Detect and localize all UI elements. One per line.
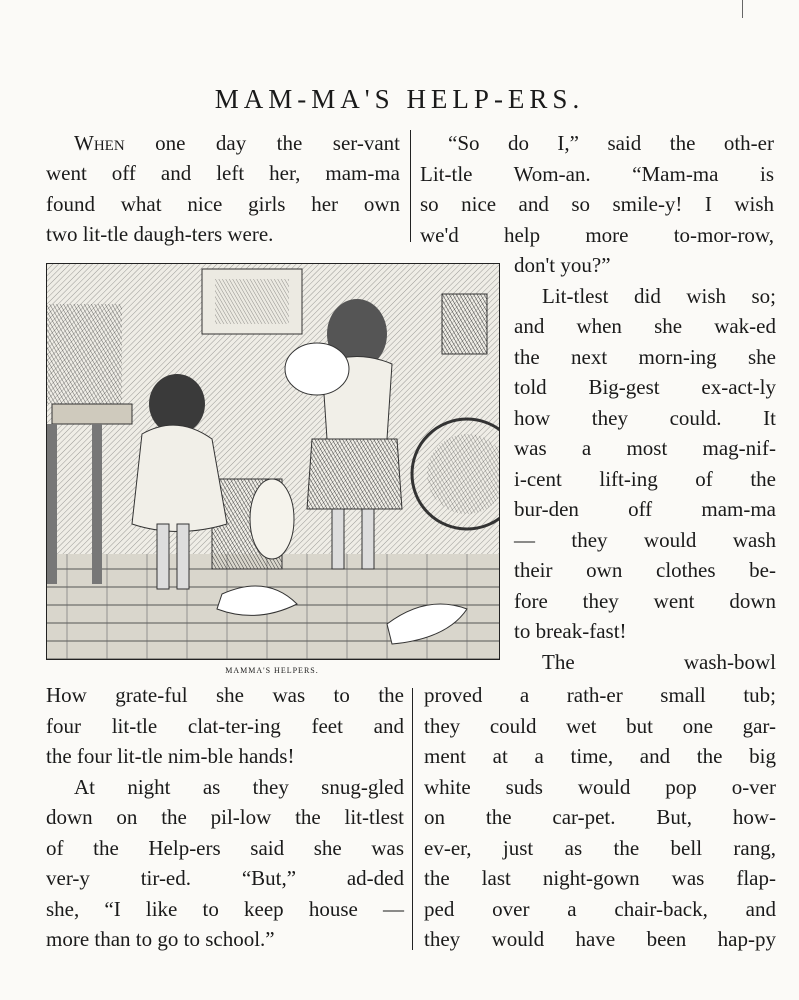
text-line: ver-y tir-ed. “But,” ad-ded	[46, 866, 404, 890]
text-line: she, “I like to keep house —	[46, 896, 404, 921]
text-line: down on the pil-low the lit-tlest	[46, 805, 404, 829]
text-line: two lit-tle daugh-ters were.	[46, 222, 274, 246]
text-line: i-cent lift-ing of the	[514, 466, 776, 491]
text-line: The wash-bowl	[542, 649, 776, 674]
text-line: found what nice girls her own	[46, 191, 400, 216]
engraving-illustration	[46, 263, 500, 660]
text-line: the next morn-ing she	[514, 344, 776, 369]
column-right-middle	[514, 250, 776, 677]
margin-mark	[742, 0, 747, 18]
text-line: more than to go to school.”	[46, 927, 275, 951]
text-line: At night as they snug-gled	[74, 774, 404, 799]
text-line: When one day the ser-vant	[74, 131, 400, 155]
text-line: white suds would pop o-ver	[424, 774, 776, 799]
text-line: of the Help-ers said she was	[46, 835, 404, 860]
page-title: MAM-MA'S HELP-ERS.	[214, 84, 585, 114]
text-line: “So do I,” said the oth-er	[448, 131, 774, 155]
text-line: Lit-tlest did wish so;	[542, 283, 776, 308]
column-right-top	[420, 128, 774, 250]
text-line: ev-er, just as the bell rang,	[424, 835, 776, 860]
column-left-bottom	[46, 680, 404, 955]
text-line: — they would wash	[514, 527, 776, 552]
text-line: and when she wak-ed	[514, 314, 776, 338]
column-left-top-cont	[46, 158, 400, 250]
text-line: the four lit-tle nim-ble hands!	[46, 744, 295, 768]
text-line: went off and left her, mam-ma	[46, 161, 400, 185]
lead-word: When	[74, 131, 125, 155]
text-line: they would have been hap-py	[424, 927, 776, 951]
text-line: how they could. It	[514, 405, 776, 430]
column-right-bottom	[424, 680, 776, 955]
text-line: ment at a time, and the big	[424, 744, 776, 768]
text-line: on the car-pet. But, how-	[424, 805, 776, 829]
text-line: told Big-gest ex-act-ly	[514, 375, 776, 399]
text-line: we'd help more to-mor-row,	[420, 222, 774, 247]
text-line: ped over a chair-back, and	[424, 896, 776, 921]
text-line: How grate-ful she was to the	[46, 683, 404, 707]
text-line: so nice and so smile-y! I wish	[420, 192, 774, 216]
column-divider	[410, 130, 411, 242]
text-line: don't you?”	[514, 253, 611, 277]
text-line: Lit-tle Wom-an. “Mam-ma is	[420, 161, 774, 186]
text-line: was a most mag-nif-	[514, 436, 776, 460]
text-line: fore they went down	[514, 588, 776, 613]
text-line: they could wet but one gar-	[424, 713, 776, 738]
text-line: their own clothes be-	[514, 558, 776, 582]
text-line: the last night-gown was flap-	[424, 866, 776, 890]
column-left-top	[74, 128, 400, 159]
text-line: proved a rath-er small tub;	[424, 683, 776, 707]
illustration-caption: MAMMA'S HELPERS.	[225, 666, 319, 675]
text-line: to break-fast!	[514, 619, 627, 643]
column-divider	[412, 688, 413, 950]
text-line: bur-den off mam-ma	[514, 497, 776, 521]
text-line: four lit-tle clat-ter-ing feet and	[46, 713, 404, 738]
illustration-drawing	[47, 264, 499, 659]
